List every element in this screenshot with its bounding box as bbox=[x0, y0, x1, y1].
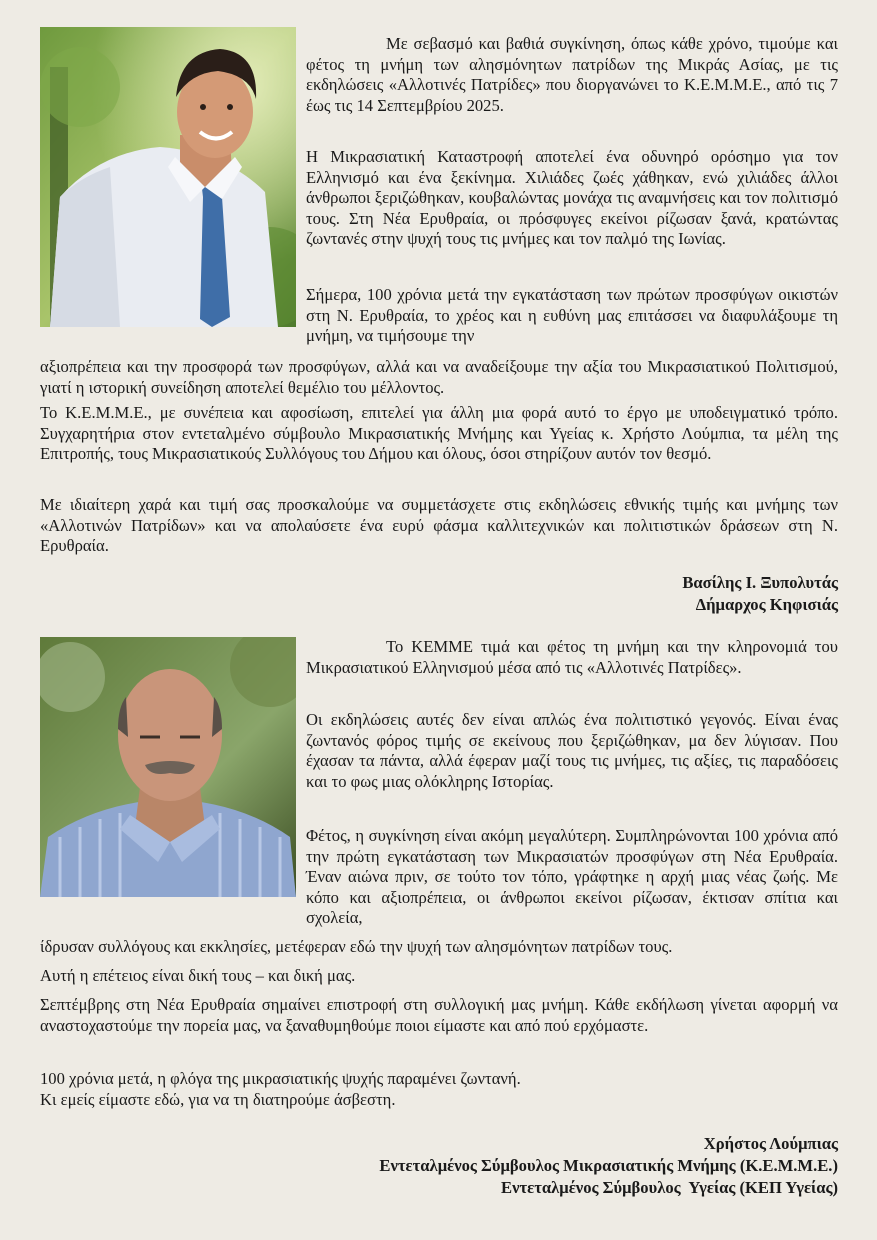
section2-paragraph-7: 100 χρόνια μετά, η φλόγα της μικρασιατικής ψυχής παραμένει ζωντανή. bbox=[40, 1069, 521, 1088]
section2-paragraph-4: ίδρυσαν συλλόγους και εκκλησίες, μετέφεραν εδώ την ψυχή των αλησμόνητων πατρίδων τους. bbox=[40, 937, 673, 956]
section1-paragraph-6: Με ιδιαίτερη χαρά και τιμή σας προσκαλούμε να συμμετάσχετε στις εκδηλώσεις εθνικής τιμής και μνήμης των «Αλλοτινών Πατρίδων» και να απολαύσετε ένα ευρύ φάσμα καλλιτεχνικών και πολιτιστικών δράσεων στη Ν. Ερυθραία. bbox=[40, 495, 838, 556]
section2-paragraph-2: Οι εκδηλώσεις αυτές δεν είναι απλώς ένα πολιτιστικό γεγονός. Είναι ένας ζωντανός φόρος τιμής σε εκείνους που ξεριζώθηκαν, μα δεν λύγισαν. Που έχασαν τα πάντα, αλλά έφεραν μαζί τους τις μνήμες, τις αξίες, τις παραδόσεις και το φως μιας ολόκληρης Ιστορίας. bbox=[306, 710, 838, 791]
section1-paragraph-2: Η Μικρασιατική Καταστροφή αποτελεί ένα οδυνηρό ορόσημο για τον Ελληνισμό και ένα ξεκίνημα. Χιλιάδες ζωές χάθηκαν, ενώ χιλιάδες άλλοι άνθρωποι ξεριζώθηκαν, κουβαλώντας μονάχα τις αναμνήσεις και τον πολιτισμό τους. Στη Νέα Ερυθραία, οι πρόσφυγες εκείνοι ρίζωσαν ξανά, κρατώντας ζωντανές στην ψυχή τους τις μνήμες και τον παλμό της Ιωνίας. bbox=[306, 147, 838, 249]
mayor-signature bbox=[682, 572, 838, 616]
section1-paragraph-5: Το Κ.Ε.Μ.Μ.Ε., με συνέπεια και αφοσίωση, επιτελεί για άλλη μια φορά αυτό το έργο με υποδειγματικό τρόπο. Συγχαρητήρια στον εντεταλμένο σύμβουλο Μικρασιατικής Μνήμης και Υγείας κ. Χρήστο Λούμπια, τα μέλη της Επιτροπής, τους Μικρασιατικούς Συλλόγους του Δήμου και όλους, όσοι στηρίζουν αυτόν τον θεσμό. bbox=[40, 403, 838, 464]
mayor-portrait-photo bbox=[40, 27, 296, 327]
councillor-signature bbox=[379, 1133, 838, 1199]
mayor-name: Βασίλης Ι. Ξυπολυτάς bbox=[682, 573, 838, 592]
section2-paragraph-5: Αυτή η επέτειος είναι δική τους – και δική μας. bbox=[40, 966, 356, 985]
section2-paragraph-3: Φέτος, η συγκίνηση είναι ακόμη μεγαλύτερη. Συμπληρώνονται 100 χρόνια από την πρώτη εγκατάσταση των Μικρασιατών προσφύγων στη Νέα Ερυθραία. Έναν αιώνα πριν, σε τούτο τον τόπο, γράφτηκε η αρχή μιας νέας ζωής. Με κόπο και αξιοπρέπεια, οι άνθρωποι εκείνοι ρίζωσαν, έκτισαν σπίτια και σχολεία, bbox=[306, 826, 838, 928]
section1-paragraph-1: Με σεβασμό και βαθιά συγκίνηση, όπως κάθε χρόνο, τιμούμε και φέτος τη μνήμη των αλησμόνητων πατρίδων της Μικράς Ασίας, με τις εκδηλώσεις «Αλλοτινές Πατρίδες» που διοργανώνει το Κ.Ε.Μ.Μ.Ε., από τις 7 έως τις 14 Σεπτεμβρίου 2025. bbox=[306, 34, 838, 115]
section1-paragraph-4: αξιοπρέπεια και την προσφορά των προσφύγων, αλλά και να αναδείξουμε την αξία του Μικρασιατικού Πολιτισμού, γιατί η ιστορική συνείδηση αποτελεί θεμέλιο του μέλλοντος. bbox=[40, 357, 838, 397]
section2-paragraph-8: Κι εμείς είμαστε εδώ, για να τη διατηρούμε άσβεστη. bbox=[40, 1090, 396, 1109]
councillor-title-2: Εντεταλμένος Σύμβουλος Υγείας (ΚΕΠ Υγείας) bbox=[501, 1178, 838, 1197]
councillor-title-1: Εντεταλμένος Σύμβουλος Μικρασιατικής Μνήμης (Κ.Ε.Μ.Μ.Ε.) bbox=[379, 1156, 838, 1175]
councillor-name: Χρήστος Λούμπιας bbox=[703, 1134, 838, 1153]
mayor-title: Δήμαρχος Κηφισιάς bbox=[695, 595, 838, 614]
section2-paragraph-6: Σεπτέμβρης στη Νέα Ερυθραία σημαίνει επιστροφή στη συλλογική μας μνήμη. Κάθε εκδήλωση γίνεται αφορμή να αναστοχαστούμε την πορεία μας, να ξαναθυμηθούμε ποιοι είμαστε και από πού ερχόμαστε. bbox=[40, 995, 838, 1035]
councillor-portrait-photo bbox=[40, 637, 296, 897]
section1-paragraph-3: Σήμερα, 100 χρόνια μετά την εγκατάσταση των πρώτων προσφύγων οικιστών στη Ν. Ερυθραία, το χρέος και η ευθύνη μας επιτάσσει να διαφυλάξουμε τη μνήμη, να τιμήσουμε την bbox=[306, 285, 838, 346]
section2-paragraph-1: Το ΚΕΜΜΕ τιμά και φέτος τη μνήμη και την κληρονομιά του Μικρασιατικού Ελληνισμού μέσα από τις «Αλλοτινές Πατρίδες». bbox=[306, 637, 838, 677]
